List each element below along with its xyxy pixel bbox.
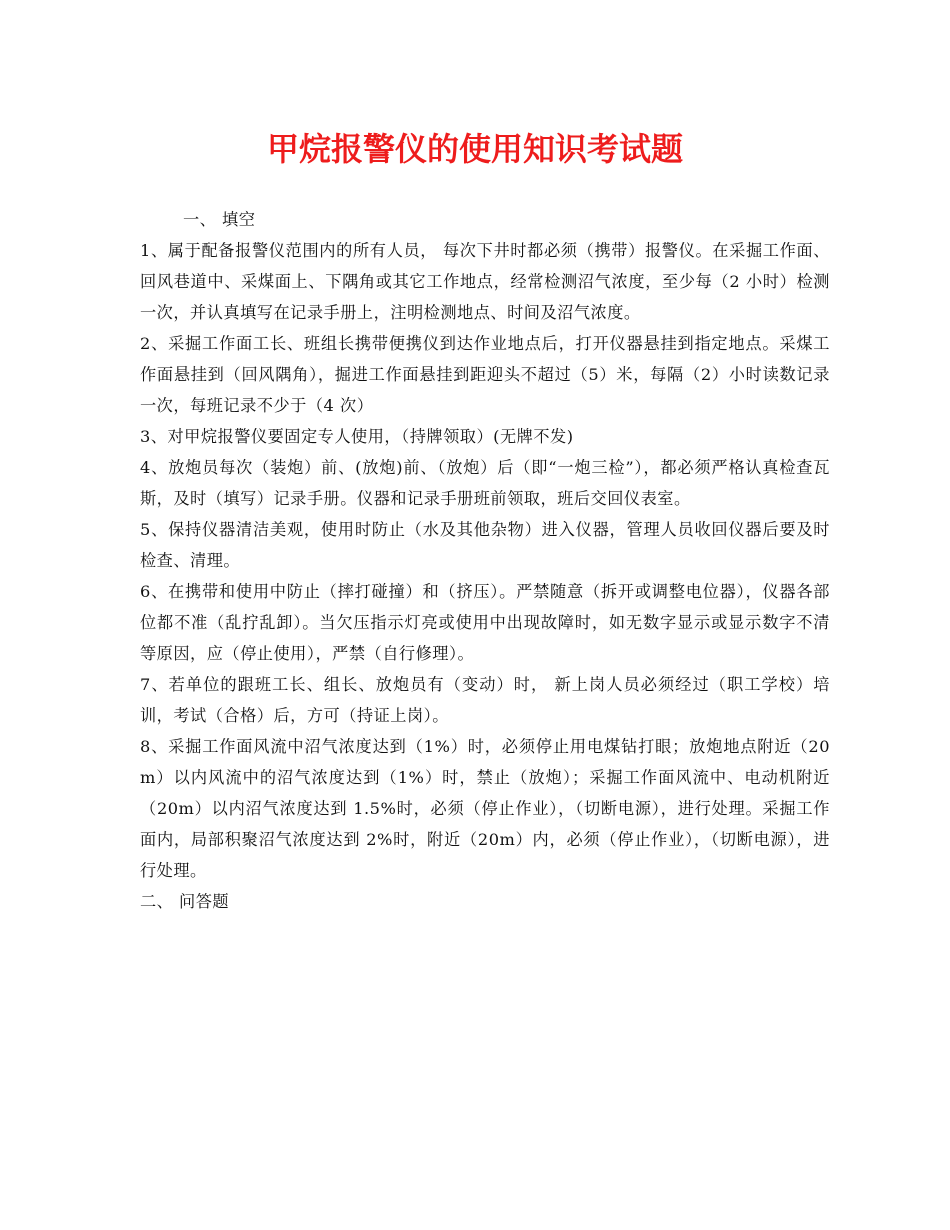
- question-item-6: 6、在携带和使用中防止（摔打碰撞）和（挤压）。严禁随意（拆开或调整电位器），仪器各部位都不准（乱拧乱卸）。当欠压指示灯亮或使用中出现故障时，如无数字显示或显示数字不清等原因，应（停止使用），严禁（自行修理）。: [140, 582, 830, 663]
- section-heading-fill-in: 一、 填空: [183, 210, 256, 229]
- document-body: [140, 204, 830, 917]
- question-item-2: 2、采掘工作面工长、班组长携带便携仪到达作业地点后，打开仪器悬挂到指定地点。采煤工作面悬挂到（回风隅角），掘进工作面悬挂到距迎头不超过（5）米，每隔（2）小时读数记录一次，每班记录不少于（4 次）: [140, 334, 830, 415]
- section-heading-qa: 二、 问答题: [140, 892, 230, 911]
- question-item-5: 5、保持仪器清洁美观，使用时防止（水及其他杂物）进入仪器，管理人员收回仪器后要及时检查、清理。: [140, 520, 830, 570]
- question-item-1: 1、属于配备报警仪范围内的所有人员， 每次下井时都必须（携带）报警仪。在采掘工作面、回风巷道中、采煤面上、下隅角或其它工作地点，经常检测沼气浓度，至少每（2 小时）检测一次，并认真填写在记录手册上，注明检测地点、时间及沼气浓度。: [140, 241, 830, 322]
- question-item-8: 8、采掘工作面风流中沼气浓度达到（1%）时，必须停止用电煤钻打眼；放炮地点附近（20m）以内风流中的沼气浓度达到（1%）时，禁止（放炮）；采掘工作面风流中、电动机附近（20m）以内沼气浓度达到 1.5%时，必须（停止作业），（切断电源），进行处理。采掘工作面内，局部积聚沼气浓度达到 2%时，附近（20m）内，必须（停止作业），（切断电源），进行处理。: [140, 737, 830, 880]
- question-item-3: 3、对甲烷报警仪要固定专人使用，（持牌领取）(无牌不发): [140, 427, 574, 446]
- document-title: 甲烷报警仪的使用知识考试题: [266, 130, 683, 168]
- question-item-7: 7、若单位的跟班工长、组长、放炮员有（变动）时， 新上岗人员必须经过（职工学校）培训，考试（合格）后，方可（持证上岗）。: [140, 675, 830, 725]
- question-item-4: 4、放炮员每次（装炮）前、(放炮)前、（放炮）后（即“一炮三检”），都必须严格认真检查瓦斯，及时（填写）记录手册。仪器和记录手册班前领取，班后交回仪表室。: [140, 458, 830, 508]
